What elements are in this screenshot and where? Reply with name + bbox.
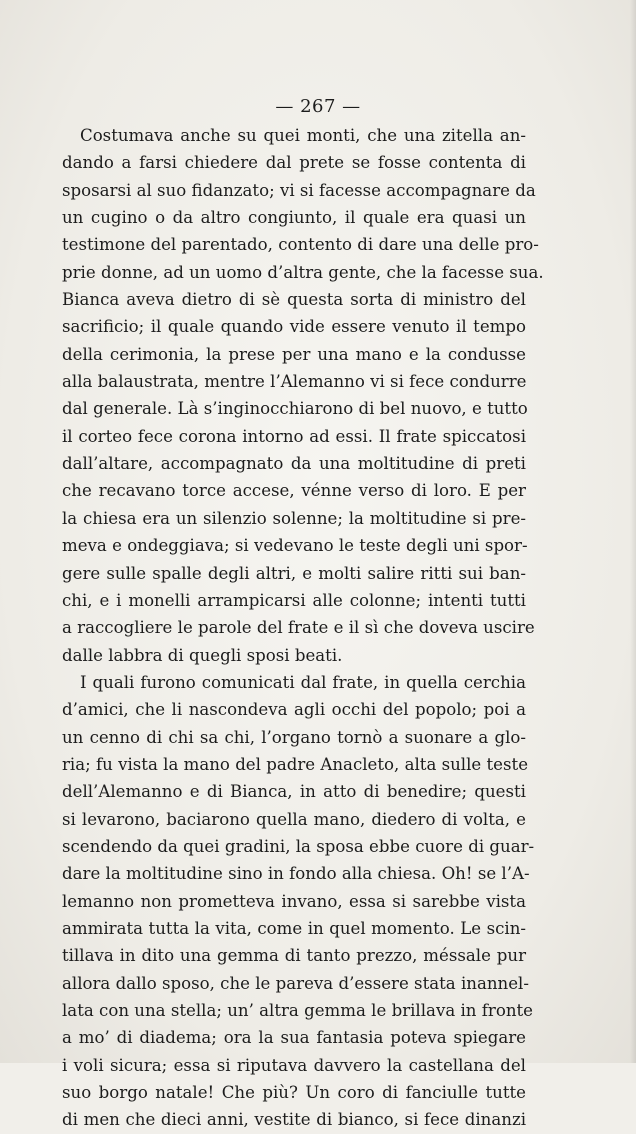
text-line: dalle labbra di quegli sposi beati. [62, 645, 343, 665]
text-line: sposarsi al suo fidanzato; vi si facesse accompagnare da [62, 180, 536, 200]
text-line: dare la moltitudine sino in fondo alla chiesa. Oh! se l’A- [62, 864, 530, 884]
text-line: un cenno di chi sa chi, l’organo tornò a suonare a glo- [62, 727, 526, 747]
text-line: si levarono, baciarono quella mano, diedero di volta, e [62, 809, 526, 829]
text-line: scendendo da quei gradini, la sposa ebbe cuore di guar- [62, 836, 535, 856]
text-line: tillava in dito una gemma di tanto prezzo, méssale pur [62, 946, 526, 966]
text-line: ammirata tutta la vita, come in quel momento. Le scin- [62, 918, 526, 938]
page-edge-shadow [630, 0, 636, 1063]
text-line: d’amici, che li nascondeva agli occhi del popolo; poi a [62, 700, 526, 720]
text-line: un cugino o da altro congiunto, il quale era quasi un [62, 208, 526, 228]
text-line: la chiesa era un silenzio solenne; la moltitudine si pre- [62, 508, 526, 528]
text-line: I quali furono comunicati dal frate, in quella cerchia [80, 672, 526, 692]
text-line: allora dallo sposo, che le pareva d’essere stata inannel- [62, 973, 529, 993]
body-text [62, 122, 544, 1134]
text-line: alla balaustrata, mentre l’Alemanno vi si fece condurre [62, 372, 527, 392]
text-line: gere sulle spalle degli altri, e molti salire ritti sui ban- [62, 563, 526, 583]
text-line: testimone del parentado, contento di dare una delle pro- [62, 235, 539, 255]
text-line: i voli sicura; essa si riputava davvero la castellana del [62, 1055, 526, 1075]
page-number: — 267 — [275, 96, 361, 117]
text-line: a mo’ di diadema; ora la sua fantasia poteva spiegare [62, 1028, 526, 1048]
text-line: lata con una stella; un’ altra gemma le brillava in fronte [62, 1001, 533, 1020]
text-line: prie donne, ad un uomo d’altra gente, che la facesse sua. [62, 262, 544, 282]
text-line: suo borgo natale! Che più? Un coro di fanciulle tutte [62, 1083, 526, 1103]
text-line: che recavano torce accese, vénne verso di loro. E per [62, 481, 526, 501]
text-line: meva e ondeggiava; si vedevano le teste degli uni spor- [62, 536, 528, 556]
text-line: sacrificio; il quale quando vide essere venuto il tempo [62, 317, 526, 337]
text-line: ria; fu vista la mano del padre Anacleto, alta sulle teste [62, 754, 529, 774]
text-line: a raccogliere le parole del frate e il sì che doveva uscire [62, 618, 535, 638]
text-line: dall’altare, accompagnato da una moltitudine di preti [62, 454, 526, 474]
text-line: della cerimonia, la prese per una mano e la condusse [62, 344, 526, 364]
text-line: dell’Alemanno e di Bianca, in atto di benedire; questi [62, 782, 526, 802]
text-line: dal generale. Là s’inginocchiarono di bel nuovo, e tutto [62, 399, 528, 419]
text-line: lemanno non prometteva invano, essa si sarebbe vista [62, 891, 526, 911]
text-line: il corteo fece corona intorno ad essi. Il frate spiccatosi [62, 426, 526, 446]
text-line: di men che dieci anni, vestite di bianco, si fece dinanzi [62, 1110, 526, 1130]
text-line: dando a farsi chiedere dal prete se fosse contenta di [62, 153, 526, 173]
text-line: Costumava anche su quei monti, che una zitella an- [80, 126, 526, 145]
text-line: chi, e i monelli arrampicarsi alle colonne; intenti tutti [62, 590, 526, 610]
text-line: Bianca aveva dietro di sè questa sorta di ministro del [62, 290, 526, 310]
